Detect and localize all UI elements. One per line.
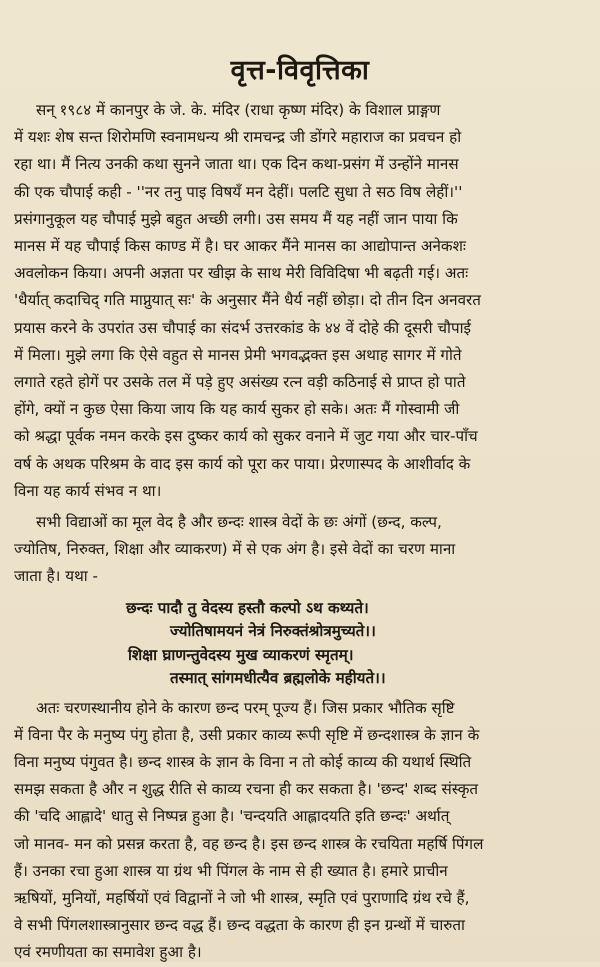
text-line: लगाते रहते होगें पर उसके तल में पड़े हुए असंख्य रत्न वड़ी कठिनाई से प्राप्त हो पाते [14,373,466,392]
text-line: सभी विद्याओं का मूल वेद है और छन्दः शास्त्र वेदों के छः अंगों (छन्द, कल्प, [36,513,442,532]
paragraph-1 [14,97,586,505]
text-line: एवं रमणीयता का समावेश हुआ है। [14,943,202,962]
paragraph-2 [14,509,586,591]
text-line: वे सभी पिंगलशास्त्रानुसार छन्द वद्ध हैं। छन्द वद्धता के कारण ही इन ग्रन्थों में चारुता [14,916,465,935]
text-line: 'धैर्यात् कदाचिद् गति माप्नुयात् सः' के अनुसार मैंने धैर्य नहीं छोड़ा। दो तीन दिन अनवरत [14,291,481,310]
text-line: अतः चरणस्थानीय होने के कारण छन्द परम् पूज्य हैं। जिस प्रकार भौतिक सृष्टि [36,698,455,717]
text-line: ज्योतिष, निरुक्त, शिक्षा और व्याकरण) में से एक अंग है। इसे वेदों का चरण माना [14,540,456,559]
text-line: समझ सकता है और न शुद्ध रीति से काव्य रचना ही कर सकता है। 'छन्द' शब्द संस्कृत [14,780,479,799]
text-line: ऋषियों, मुनियों, महर्षियों एवं विद्वानों ने जो भी शास्त्र, स्मृति एवं पुराणादि ग्रंथ रचे हैं, [14,889,470,908]
text-line: में विना पैर के मनुष्य पंगु होता है, उसी प्रकार काव्य रूपी सृष्टि में छन्दशास्त्र के ज्ञान के [14,725,480,744]
text-line: की एक चौपाई कही - ''नर तनु पाइ विषयँ मन देहीं। पलटि सुधा ते सठ विष लेहीं।'' [14,182,463,201]
text-line: प्रसंगानुकूल यह चौपाई मुझे बहुत अच्छी लगी। उस समय मैं यह नहीं जान पाया कि [14,209,458,228]
text-line: जो मानव- मन को प्रसन्न करता है, वह छन्द है। इस छन्द शास्त्र के रचयिता महर्षि पिंगल [14,834,484,853]
verse-line: तस्मात् सांगमधीत्यैव ब्रह्मलोके महीयते।। [170,669,386,688]
text-line: हैं। उनका रचा हुआ शास्त्र या ग्रंथ भी पिंगल के नाम से ही ख्यात है। हमारे प्राचीन [14,861,448,880]
sanskrit-verses [14,597,586,691]
text-line: की 'चदि आह्लादे' धातु से निष्पन्न हुआ है। 'चन्दयति आह्लादयति इति छन्दः' अर्थात् [14,807,450,826]
text-line: सन् १९८४ में कानपुर के जे. के. मंदिर (राधा कृष्ण मंदिर) के विशाल प्राङ्गण [36,101,441,119]
text-line: मानस में यह चौपाई किस काण्ड में है। घर आकर मैंने मानस का आद्योपान्त अनेकशः [14,237,466,256]
text-line: में यशः शेष सन्त शिरोमणि स्वनामधन्य श्री रामचन्द्र जी डोंगरे महाराज का प्रवचन हो [14,128,462,147]
text-line: जाता है। यथा - [14,567,99,586]
paragraph-3 [14,695,586,967]
text-line: में मिला। मुझे लगा कि ऐसे वहुत से मानस प्रेमी भगवद्भक्त इस अथाह सागर में गोते [14,345,462,364]
verse-line: ज्योतिषामयनं नेत्रं निरुक्तंश्रोत्रमुच्यते।। [170,622,376,641]
text-line: होंगे, क्यों न कुछ ऐसा किया जाय कि यह कार्य सुकर हो सके। अतः मैं गोस्वामी जी [14,400,460,419]
text-line: को श्रद्धा पूर्वक नमन करके इस दुष्कर कार्य को सुकर वनाने में जुट गया और चार-पाँच [14,427,478,446]
verse-line: छन्दः पादौ तु वेदस्य हस्तौ कल्पो ऽथ कथ्यते। [126,598,369,617]
text-line: रहा था। मैं नित्य उनकी कथा सुनने जाता था। एक दिन कथा-प्रसंग में उन्होंने मानस [14,155,459,174]
verse-line: शिक्षा घ्राणन्तुवेदस्य मुख व्याकरणं स्मृतम्। [128,645,354,664]
text-line: विना मनुष्य पंगुवत है। छन्द शास्त्र के ज्ञान के विना न तो कोई काव्य की यथार्थ स्थिति [14,753,472,772]
text-line: वर्ष के अथक परिश्रम के वाद इस कार्य को पूरा कर पाया। प्रेरणास्पद के आशीर्वाद के [14,454,471,473]
text-line: प्रयास करने के उपरांत उस चौपाई का संदर्भ उत्तरकांड के ४४ वें दोहे की दूसरी चौपाई [14,318,471,337]
text-line: अवलोकन किया। अपनी अज्ञता पर खीझ के साथ मेरी विविदिषा भी बढ़ती गई। अतः [14,264,469,283]
text-line: विना यह कार्य संभव न था। [14,481,162,500]
page-title: वृत्त-विवृत्तिका [230,55,370,86]
